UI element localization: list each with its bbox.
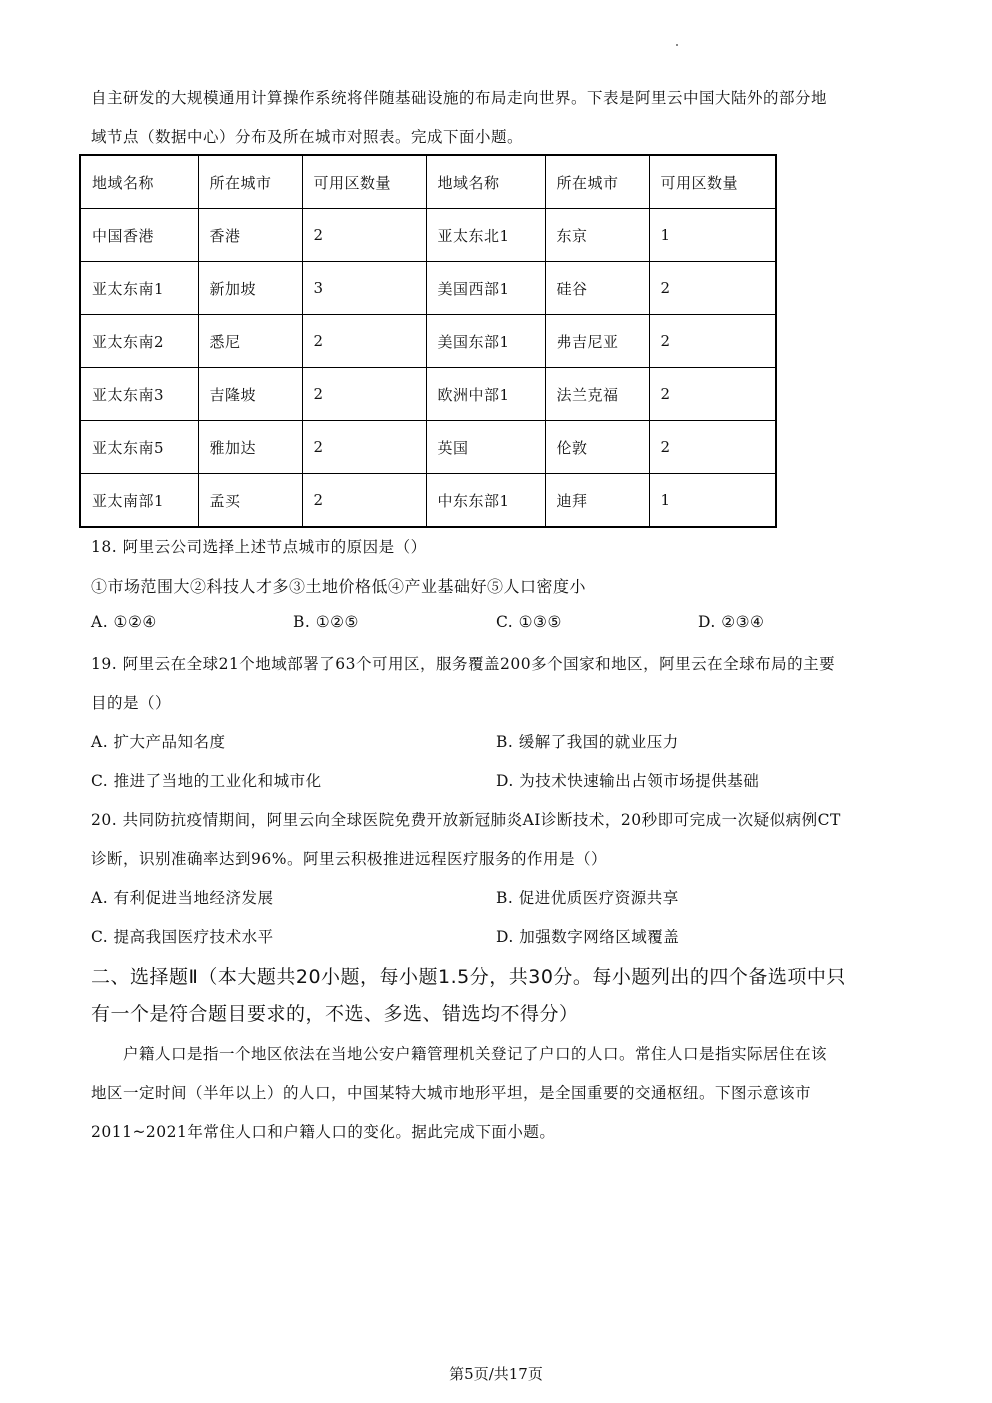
table-header-cell: 可用区数量 [649,155,776,209]
q20-option-a: A. 有利促进当地经济发展 [91,889,274,907]
q18-items: ①市场范围大②科技人才多③土地价格低④产业基础好⑤人口密度小 [91,577,587,596]
table-header-cell: 可用区数量 [302,155,426,209]
intro-line-2: 域节点（数据中心）分布及所在城市对照表。完成下面小题。 [91,128,524,146]
table-cell: 1 [649,474,776,528]
q18-option-b: B. ①②⑤ [293,613,359,631]
table-cell: 英国 [426,421,545,474]
table-cell: 东京 [545,209,649,262]
table-cell: 法兰克福 [545,368,649,421]
table-cell: 欧洲中部1 [426,368,545,421]
page-number: 第5页/共17页 [449,1365,543,1383]
table-cell: 2 [302,474,426,528]
table-cell: 亚太东南2 [80,315,198,368]
q20-stem-line-1: 20. 共同防抗疫情期间，阿里云向全球医院免费开放新冠肺炎AI诊断技术，20秒即可完成一次疑似病例CT [91,811,841,829]
passage-line-2: 地区一定时间（半年以上）的人口，中国某特大城市地形平坦，是全国重要的交通枢纽。下图示意该市 [91,1084,812,1102]
table-cell: 亚太东北1 [426,209,545,262]
table-cell: 悉尼 [198,315,302,368]
table-cell: 亚太东南5 [80,421,198,474]
passage-line-3: 2011~2021年常住人口和户籍人口的变化。据此完成下面小题。 [91,1123,556,1141]
q19-option-c: C. 推进了当地的工业化和城市化 [91,772,322,790]
table-cell: 弗吉尼亚 [545,315,649,368]
table-row [80,474,776,528]
table-header-cell: 所在城市 [545,155,649,209]
table-row [80,315,776,368]
region-table [79,154,777,528]
table-cell: 亚太东南3 [80,368,198,421]
table-cell: 2 [649,368,776,421]
q18-option-c: C. ①③⑤ [496,613,562,631]
q18-stem: 18. 阿里云公司选择上述节点城市的原因是（） [91,538,427,556]
q19-option-d: D. 为技术快速输出占领市场提供基础 [496,772,760,790]
q20-option-b: B. 促进优质医疗资源共享 [496,889,679,907]
table-header-cell: 地域名称 [80,155,198,209]
table-row [80,368,776,421]
table-cell: 2 [302,368,426,421]
q19-option-b: B. 缓解了我国的就业压力 [496,733,679,751]
q20-stem-line-2: 诊断，识别准确率达到96%。阿里云积极推进远程医疗服务的作用是（） [91,850,607,868]
table-cell: 1 [649,209,776,262]
table-header-row [80,155,776,209]
table-cell: 新加坡 [198,262,302,315]
passage-line-1: 户籍人口是指一个地区依法在当地公安户籍管理机关登记了户口的人口。常住人口是指实际居住在该 [123,1045,828,1063]
table-header-cell: 所在城市 [198,155,302,209]
intro-line-1: 自主研发的大规模通用计算操作系统将伴随基础设施的布局走向世界。下表是阿里云中国大陆外的部分地 [91,89,828,107]
q20-option-c: C. 提高我国医疗技术水平 [91,928,274,946]
table-cell: 美国西部1 [426,262,545,315]
table-cell: 2 [302,315,426,368]
table-row [80,209,776,262]
table-cell: 2 [649,262,776,315]
section-2-title-line-1: 二、选择题Ⅱ（本大题共20小题，每小题1.5分，共30分。每小题列出的四个备选项中只 [91,966,846,988]
section-2-title-line-2: 有一个是符合题目要求的，不选、多选、错选均不得分） [91,1003,579,1025]
speck-mark [676,44,678,46]
table-cell: 2 [302,421,426,474]
table-row [80,421,776,474]
q18-option-d: D. ②③④ [698,613,765,631]
table-cell: 中国香港 [80,209,198,262]
q19-stem-line-1: 19. 阿里云在全球21个地域部署了63个可用区，服务覆盖200多个国家和地区，阿里云在全球布局的主要 [91,655,836,673]
table-cell: 香港 [198,209,302,262]
table-cell: 伦敦 [545,421,649,474]
table-cell: 中东东部1 [426,474,545,528]
table-cell: 雅加达 [198,421,302,474]
table-cell: 硅谷 [545,262,649,315]
table-cell: 孟买 [198,474,302,528]
table-header-cell: 地域名称 [426,155,545,209]
table-cell: 迪拜 [545,474,649,528]
table-cell: 2 [302,209,426,262]
table-row [80,262,776,315]
table-cell: 吉隆坡 [198,368,302,421]
table-cell: 美国东部1 [426,315,545,368]
q19-option-a: A. 扩大产品知名度 [91,733,226,751]
table-cell: 3 [302,262,426,315]
q20-option-d: D. 加强数字网络区域覆盖 [496,928,680,946]
q19-stem-line-2: 目的是（） [91,694,172,712]
table-cell: 2 [649,421,776,474]
table-cell: 2 [649,315,776,368]
table-cell: 亚太东南1 [80,262,198,315]
table-cell: 亚太南部1 [80,474,198,528]
q18-option-a: A. ①②④ [91,613,157,631]
